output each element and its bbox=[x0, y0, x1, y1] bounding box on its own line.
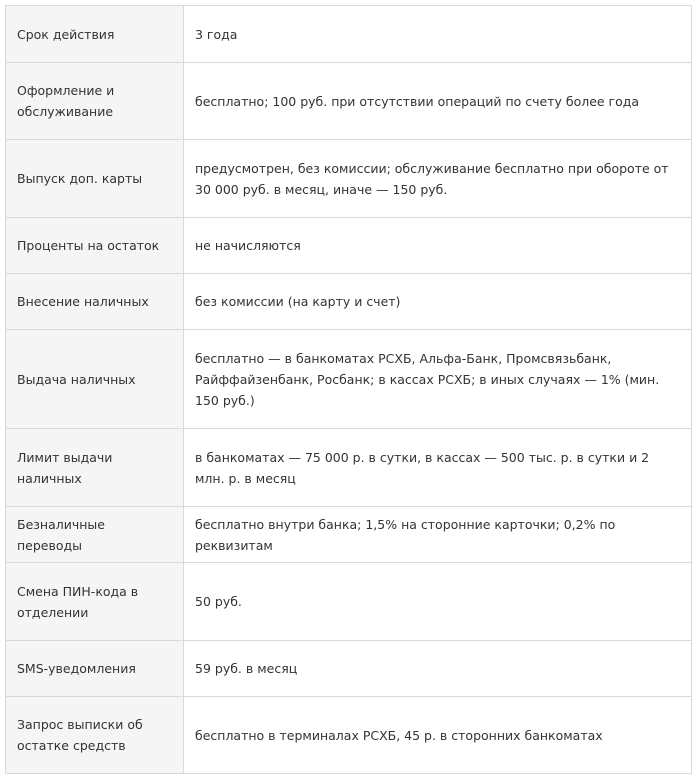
row-value: бесплатно — в банкоматах РСХБ, Альфа-Банк, Промсвязьбанк, Райффайзенбанк, Росбанк; в кассах РСХБ; в иных случаях — 1% (мин. 150 руб.) bbox=[184, 330, 692, 429]
row-label: Оформление и обслуживание bbox=[6, 63, 184, 140]
row-label: Проценты на остаток bbox=[6, 218, 184, 274]
row-label: Срок действия bbox=[6, 6, 184, 63]
table-row bbox=[6, 641, 692, 697]
row-value: не начисляются bbox=[184, 218, 692, 274]
tariff-table bbox=[5, 5, 692, 774]
row-value: 59 руб. в месяц bbox=[184, 641, 692, 697]
row-value: без комиссии (на карту и счет) bbox=[184, 274, 692, 330]
row-value: бесплатно в терминалах РСХБ, 45 р. в сторонних банкоматах bbox=[184, 697, 692, 774]
row-value: 50 руб. bbox=[184, 563, 692, 641]
table-row bbox=[6, 140, 692, 218]
row-value: предусмотрен, без комиссии; обслуживание бесплатно при обороте от 30 000 руб. в месяц, иначе — 150 руб. bbox=[184, 140, 692, 218]
row-label: Лимит выдачи наличных bbox=[6, 429, 184, 507]
row-label: Внесение наличных bbox=[6, 274, 184, 330]
row-value: бесплатно внутри банка; 1,5% на сторонние карточки; 0,2% по реквизитам bbox=[184, 507, 692, 563]
table-row bbox=[6, 274, 692, 330]
row-label: Смена ПИН-кода в отделении bbox=[6, 563, 184, 641]
tariff-table-container bbox=[5, 5, 692, 774]
table-row bbox=[6, 429, 692, 507]
table-row bbox=[6, 330, 692, 429]
table-row bbox=[6, 697, 692, 774]
table-row bbox=[6, 563, 692, 641]
row-value: бесплатно; 100 руб. при отсутствии операций по счету более года bbox=[184, 63, 692, 140]
row-label: Выпуск доп. карты bbox=[6, 140, 184, 218]
table-row bbox=[6, 63, 692, 140]
table-row bbox=[6, 507, 692, 563]
row-label: Запрос выписки об остатке средств bbox=[6, 697, 184, 774]
table-row bbox=[6, 218, 692, 274]
row-label: SMS-уведомления bbox=[6, 641, 184, 697]
table-row bbox=[6, 6, 692, 63]
row-label: Безналичные переводы bbox=[6, 507, 184, 563]
row-label: Выдача наличных bbox=[6, 330, 184, 429]
row-value: 3 года bbox=[184, 6, 692, 63]
row-value: в банкоматах — 75 000 р. в сутки, в кассах — 500 тыс. р. в сутки и 2 млн. р. в месяц bbox=[184, 429, 692, 507]
